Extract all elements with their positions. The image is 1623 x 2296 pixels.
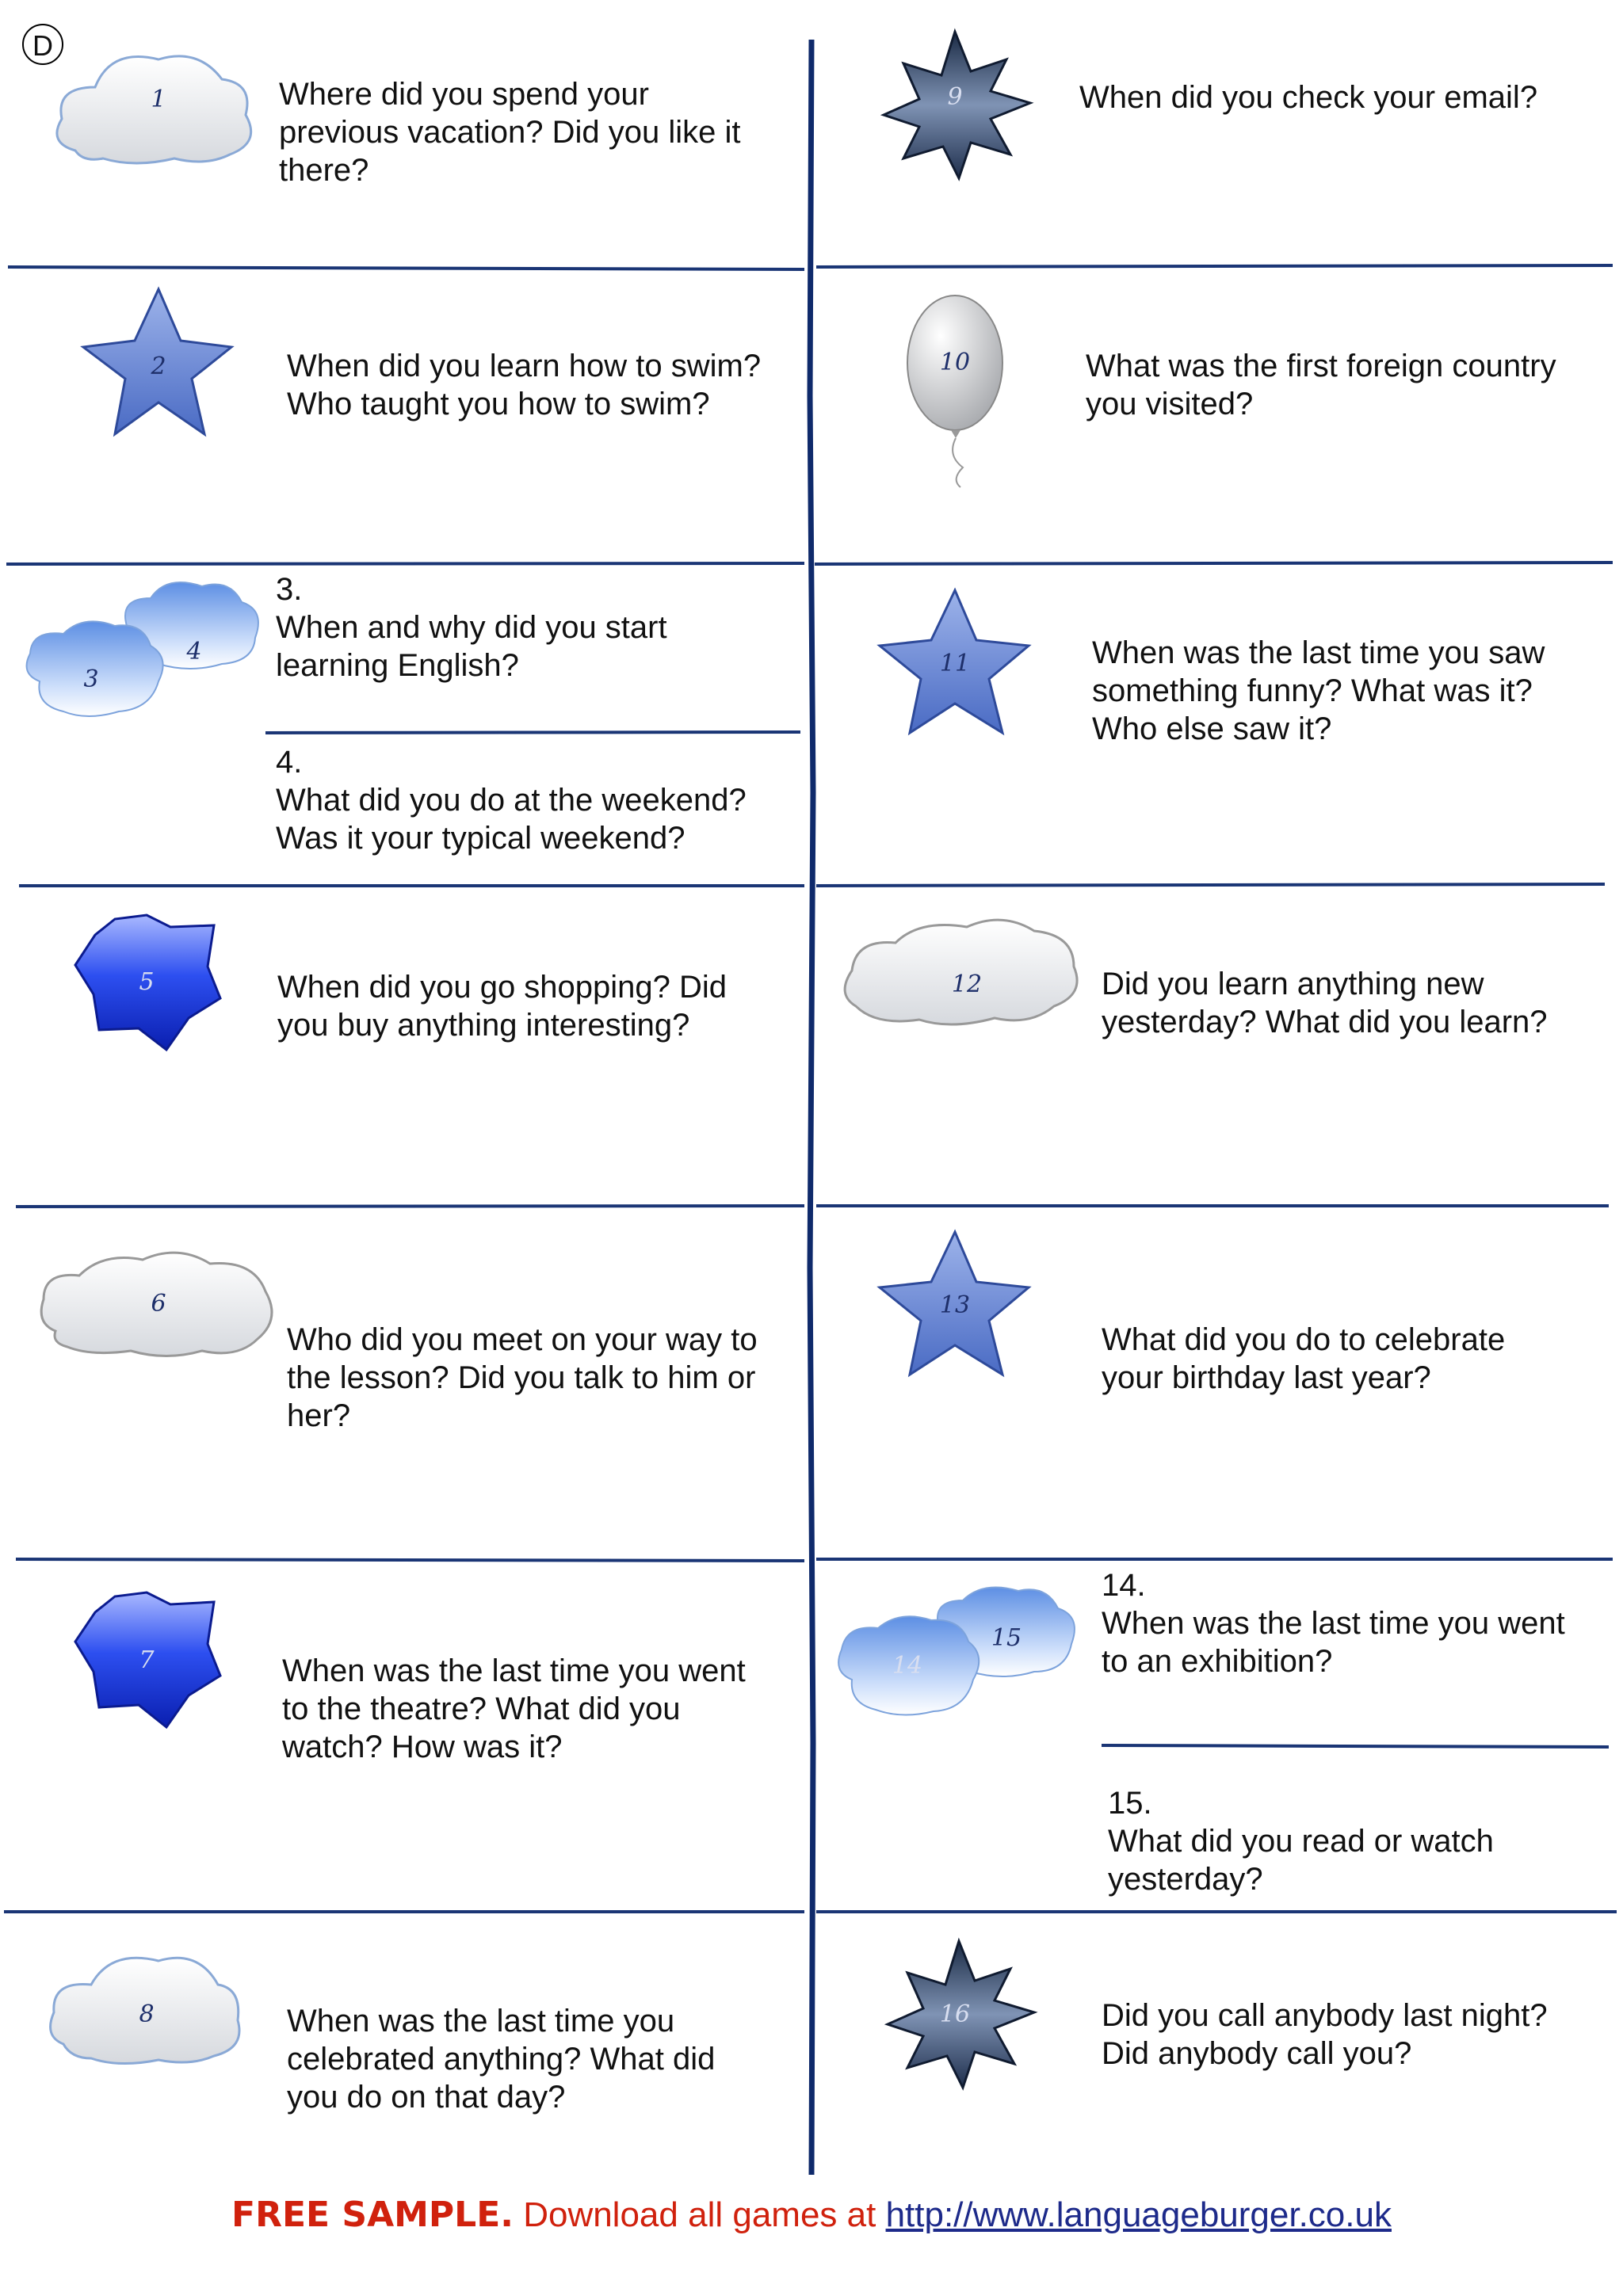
question-5: When did you go shopping? Did you buy anything interesting? <box>277 970 727 1043</box>
balloon-icon <box>907 296 1002 487</box>
card-number-10: 10 <box>939 349 971 376</box>
vertical-divider <box>810 40 813 2175</box>
card-number-9: 9 <box>947 83 963 111</box>
question-8: When was the last time you celebrated anything? What did you do on that day? <box>287 2004 716 2115</box>
footer <box>0 2195 1623 2235</box>
question-6: Who did you meet on your way to the lesson? Did you talk to him or her? <box>287 1322 758 1433</box>
question-16: Did you call anybody last night? Did anybody call you? <box>1102 1998 1548 2071</box>
question-9: When did you check your email? <box>1079 80 1538 115</box>
card-number-5: 5 <box>139 968 155 996</box>
card-number-8: 8 <box>139 2000 155 2028</box>
card-number-3: 3 <box>83 666 99 693</box>
twin-cloud-icon <box>27 582 258 716</box>
card-number-7: 7 <box>139 1646 155 1674</box>
card-number-13: 13 <box>939 1291 971 1319</box>
question-10: What was the first foreign country you visited? <box>1086 349 1556 421</box>
question-7: When was the last time you went to the theatre? What did you watch? How was it? <box>282 1653 746 1764</box>
question-3: 3. When and why did you start learning English? <box>276 572 667 683</box>
footer-text: Download all games at <box>513 2195 886 2234</box>
question-12: Did you learn anything new yesterday? What did you learn? <box>1102 967 1548 1039</box>
card-number-16: 16 <box>939 2000 971 2028</box>
question-14: 14. When was the last time you went to an exhibition? <box>1102 1568 1565 1679</box>
footer-link[interactable]: http://www.languageburger.co.uk <box>885 2195 1392 2234</box>
question-13: What did you do to celebrate your birthday last year? <box>1102 1322 1506 1395</box>
twin-cloud-icon <box>838 1588 1075 1715</box>
card-number-6: 6 <box>151 1290 166 1318</box>
question-15: 15. What did you read or watch yesterday? <box>1108 1786 1494 1897</box>
footer-free-sample: FREE SAMPLE. <box>231 2195 514 2235</box>
card-number-1: 1 <box>151 86 166 113</box>
card-number-11: 11 <box>939 650 971 677</box>
card-number-15: 15 <box>991 1624 1022 1652</box>
question-11: When was the last time you saw something funny? What was it? Who else saw it? <box>1092 635 1545 746</box>
card-number-4: 4 <box>186 638 202 666</box>
question-4: 4. What did you do at the weekend? Was it your typical weekend? <box>276 745 747 856</box>
card-number-2: 2 <box>151 353 166 380</box>
card-number-12: 12 <box>951 971 983 998</box>
card-number-14: 14 <box>892 1652 923 1680</box>
worksheet-letter-badge: D <box>22 24 63 65</box>
question-1: Where did you spend your previous vacation? Did you like it there? <box>279 77 741 188</box>
question-2: When did you learn how to swim? Who taught you how to swim? <box>287 349 762 421</box>
